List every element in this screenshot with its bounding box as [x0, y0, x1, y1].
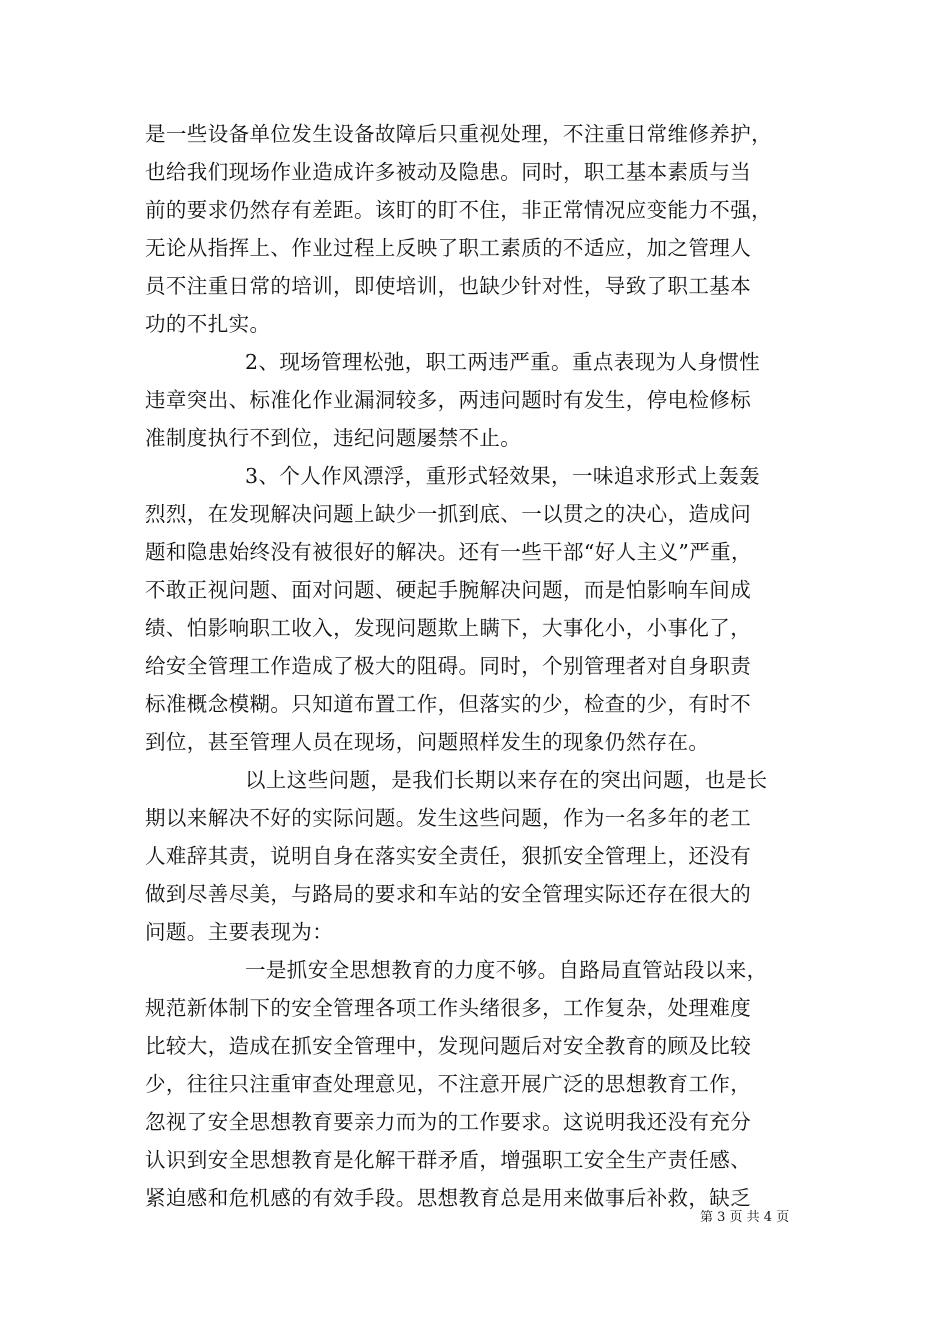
page-footer: 第 3 页 共 4 页 — [700, 1210, 790, 1225]
text-line: 也给我们现场作业造成许多被动及隐患。同时，职工基本素质与当 — [145, 160, 752, 184]
document-body — [145, 115, 810, 1217]
text-line: 给安全管理工作造成了极大的阻碍。同时，个别管理者对自身职责 — [145, 654, 752, 678]
text-line: 标准概念模糊。只知道布置工作，但落实的少，检查的少，有时不 — [145, 692, 752, 716]
text-line: 不敢正视问题、面对问题、硬起手腕解决问题，而是怕影响车间成 — [145, 578, 752, 602]
text-line: 2、现场管理松弛，职工两违严重。重点表现为人身惯性 — [245, 350, 761, 374]
text-line: 期以来解决不好的实际问题。发生这些问题，作为一名多年的老工 — [145, 806, 752, 830]
text-line: 违章突出、标准化作业漏洞较多，两违问题时有发生，停电检修标 — [145, 388, 752, 412]
text-line: 准制度执行不到位，违纪问题屡禁不止。 — [145, 426, 522, 450]
text-line: 紧迫感和危机感的有效手段。思想教育总是用来做事后补救，缺乏 — [145, 1186, 752, 1210]
text-line: 前的要求仍然存有差距。该盯的盯不住，非正常情况应变能力不强， — [145, 198, 772, 222]
text-line: 问题。主要表现为： — [145, 920, 334, 944]
text-line: 绩、怕影响职工收入，发现问题欺上瞒下，大事化小，小事化了， — [145, 616, 752, 640]
text-line: 无论从指挥上、作业过程上反映了职工素质的不适应，加之管理人 — [145, 236, 752, 260]
text-line: 3、个人作风漂浮，重形式轻效果，一味追求形式上轰轰 — [245, 464, 761, 488]
text-line: 做到尽善尽美，与路局的要求和车站的安全管理实际还存在很大的 — [145, 882, 752, 906]
text-line: 人难辞其责，说明自身在落实安全责任，狠抓安全管理上，还没有 — [145, 844, 752, 868]
text-line: 题和隐患始终没有被很好的解决。还有一些干部“好人主义”严重， — [145, 540, 752, 564]
text-line: 少，往往只注重审查处理意见，不注意开展广泛的思想教育工作， — [145, 1072, 752, 1096]
text-line: 员不注重日常的培训，即使培训，也缺少针对性，导致了职工基本 — [145, 274, 752, 298]
text-line: 烈烈，在发现解决问题上缺少一抓到底、一以贯之的决心，造成问 — [145, 502, 752, 526]
text-line: 比较大，造成在抓安全管理中，发现问题后对安全教育的顾及比较 — [145, 1034, 752, 1058]
text-line: 忽视了安全思想教育要亲力而为的工作要求。这说明我还没有充分 — [145, 1110, 752, 1134]
text-line: 以上这些问题，是我们长期以来存在的突出问题，也是长 — [245, 768, 768, 792]
text-line: 一是抓安全思想教育的力度不够。自路局直管站段以来， — [245, 958, 768, 982]
text-line: 是一些设备单位发生设备故障后只重视处理，不注重日常维修养护， — [145, 122, 772, 146]
text-line: 功的不扎实。 — [145, 312, 271, 336]
text-line: 规范新体制下的安全管理各项工作头绪很多，工作复杂，处理难度 — [145, 996, 752, 1020]
text-line: 认识到安全思想教育是化解干群矛盾，增强职工安全生产责任感、 — [145, 1148, 752, 1172]
text-line: 到位，甚至管理人员在现场，问题照样发生的现象仍然存在。 — [145, 730, 710, 754]
